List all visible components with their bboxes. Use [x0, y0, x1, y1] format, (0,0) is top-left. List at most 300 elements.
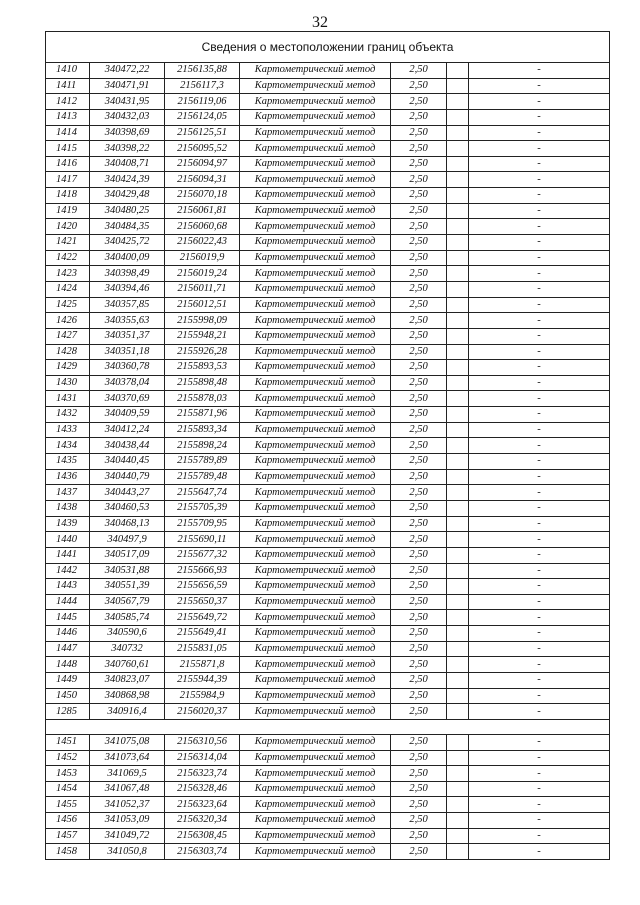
cell-accuracy: 2,50	[391, 516, 447, 532]
cell-point-number: 1410	[46, 63, 90, 79]
cell-note: -	[469, 422, 610, 438]
table-row	[46, 704, 610, 720]
cell-method: Картометрический метод	[240, 172, 391, 188]
table-row	[46, 203, 610, 219]
cell-point-number: 1452	[46, 750, 90, 766]
cell-method: Картометрический метод	[240, 109, 391, 125]
cell-point-number: 1458	[46, 844, 90, 860]
cell-accuracy: 2,50	[391, 360, 447, 376]
cell-x-coordinate: 340480,25	[90, 203, 165, 219]
cell-method: Картометрический метод	[240, 844, 391, 860]
cell-empty	[447, 813, 469, 829]
cell-accuracy: 2,50	[391, 391, 447, 407]
cell-y-coordinate: 2156124,05	[165, 109, 240, 125]
cell-empty	[447, 469, 469, 485]
cell-empty	[447, 781, 469, 797]
cell-x-coordinate: 340443,27	[90, 485, 165, 501]
cell-y-coordinate: 2156310,56	[165, 734, 240, 750]
cell-x-coordinate: 340400,09	[90, 250, 165, 266]
cell-method: Картометрический метод	[240, 579, 391, 595]
table-row	[46, 766, 610, 782]
cell-method: Картометрический метод	[240, 313, 391, 329]
cell-note: -	[469, 156, 610, 172]
cell-method: Картометрический метод	[240, 797, 391, 813]
cell-point-number: 1447	[46, 641, 90, 657]
cell-method: Картометрический метод	[240, 626, 391, 642]
cell-x-coordinate: 340351,18	[90, 344, 165, 360]
cell-method: Картометрический метод	[240, 641, 391, 657]
cell-x-coordinate: 340398,22	[90, 141, 165, 157]
table-row	[46, 172, 610, 188]
cell-point-number: 1411	[46, 78, 90, 94]
cell-y-coordinate: 2155656,59	[165, 579, 240, 595]
cell-note: -	[469, 438, 610, 454]
table-row	[46, 532, 610, 548]
cell-empty	[447, 125, 469, 141]
cell-x-coordinate: 340590,6	[90, 626, 165, 642]
cell-empty	[447, 438, 469, 454]
table-row	[46, 828, 610, 844]
cell-x-coordinate: 340484,35	[90, 219, 165, 235]
cell-y-coordinate: 2156094,31	[165, 172, 240, 188]
cell-accuracy: 2,50	[391, 485, 447, 501]
cell-empty	[447, 547, 469, 563]
cell-point-number: 1414	[46, 125, 90, 141]
cell-note: -	[469, 125, 610, 141]
cell-method: Картометрический метод	[240, 766, 391, 782]
cell-y-coordinate: 2155926,28	[165, 344, 240, 360]
cell-point-number: 1428	[46, 344, 90, 360]
cell-x-coordinate: 341069,5	[90, 766, 165, 782]
cell-method: Картометрический метод	[240, 266, 391, 282]
cell-x-coordinate: 340357,85	[90, 297, 165, 313]
cell-method: Картометрический метод	[240, 500, 391, 516]
cell-y-coordinate: 2156303,74	[165, 844, 240, 860]
cell-point-number: 1413	[46, 109, 90, 125]
cell-note: -	[469, 203, 610, 219]
cell-empty	[447, 63, 469, 79]
cell-x-coordinate: 340409,59	[90, 407, 165, 423]
cell-method: Картометрический метод	[240, 516, 391, 532]
table-row	[46, 594, 610, 610]
cell-accuracy: 2,50	[391, 328, 447, 344]
cell-method: Картометрический метод	[240, 532, 391, 548]
coordinates-sheet	[45, 31, 609, 860]
cell-empty	[447, 313, 469, 329]
cell-accuracy: 2,50	[391, 313, 447, 329]
cell-y-coordinate: 2155898,24	[165, 438, 240, 454]
cell-x-coordinate: 340497,9	[90, 532, 165, 548]
cell-point-number: 1417	[46, 172, 90, 188]
table-title: Сведения о местоположении границ объекта	[46, 32, 610, 63]
table-row	[46, 188, 610, 204]
cell-x-coordinate: 340732	[90, 641, 165, 657]
cell-accuracy: 2,50	[391, 219, 447, 235]
cell-y-coordinate: 2156095,52	[165, 141, 240, 157]
cell-point-number: 1440	[46, 532, 90, 548]
cell-note: -	[469, 704, 610, 720]
cell-empty	[447, 500, 469, 516]
cell-y-coordinate: 2156320,34	[165, 813, 240, 829]
cell-method: Картометрический метод	[240, 704, 391, 720]
cell-y-coordinate: 2155705,39	[165, 500, 240, 516]
cell-method: Картометрический метод	[240, 610, 391, 626]
table-row	[46, 313, 610, 329]
cell-y-coordinate: 2155677,32	[165, 547, 240, 563]
cell-note: -	[469, 641, 610, 657]
cell-x-coordinate: 340472,22	[90, 63, 165, 79]
table-row	[46, 657, 610, 673]
table-row	[46, 469, 610, 485]
cell-accuracy: 2,50	[391, 781, 447, 797]
cell-empty	[447, 78, 469, 94]
cell-accuracy: 2,50	[391, 657, 447, 673]
cell-point-number: 1437	[46, 485, 90, 501]
cell-y-coordinate: 2155789,48	[165, 469, 240, 485]
cell-note: -	[469, 532, 610, 548]
cell-y-coordinate: 2156135,88	[165, 63, 240, 79]
cell-point-number: 1449	[46, 672, 90, 688]
table-row	[46, 125, 610, 141]
cell-note: -	[469, 250, 610, 266]
cell-note: -	[469, 594, 610, 610]
cell-note: -	[469, 766, 610, 782]
cell-accuracy: 2,50	[391, 172, 447, 188]
cell-y-coordinate: 2155878,03	[165, 391, 240, 407]
cell-method: Картометрический метод	[240, 360, 391, 376]
cell-point-number: 1416	[46, 156, 90, 172]
cell-point-number: 1442	[46, 563, 90, 579]
table-row	[46, 219, 610, 235]
cell-x-coordinate: 340398,49	[90, 266, 165, 282]
cell-accuracy: 2,50	[391, 766, 447, 782]
cell-empty	[447, 235, 469, 251]
cell-empty	[447, 594, 469, 610]
cell-point-number: 1435	[46, 454, 90, 470]
cell-x-coordinate: 340438,44	[90, 438, 165, 454]
cell-empty	[447, 610, 469, 626]
cell-x-coordinate: 340567,79	[90, 594, 165, 610]
cell-point-number: 1423	[46, 266, 90, 282]
cell-method: Картометрический метод	[240, 188, 391, 204]
cell-note: -	[469, 781, 610, 797]
cell-method: Картометрический метод	[240, 422, 391, 438]
cell-accuracy: 2,50	[391, 688, 447, 704]
cell-accuracy: 2,50	[391, 579, 447, 595]
cell-note: -	[469, 547, 610, 563]
blank-cell	[46, 719, 610, 734]
table-row	[46, 734, 610, 750]
cell-y-coordinate: 2156094,97	[165, 156, 240, 172]
cell-method: Картометрический метод	[240, 250, 391, 266]
cell-accuracy: 2,50	[391, 563, 447, 579]
cell-y-coordinate: 2156061,81	[165, 203, 240, 219]
cell-accuracy: 2,50	[391, 109, 447, 125]
cell-point-number: 1425	[46, 297, 90, 313]
cell-note: -	[469, 235, 610, 251]
cell-method: Картометрический метод	[240, 469, 391, 485]
cell-empty	[447, 485, 469, 501]
cell-point-number: 1432	[46, 407, 90, 423]
cell-accuracy: 2,50	[391, 532, 447, 548]
cell-x-coordinate: 340360,78	[90, 360, 165, 376]
cell-method: Картометрический метод	[240, 750, 391, 766]
cell-method: Картометрический метод	[240, 156, 391, 172]
table-row	[46, 781, 610, 797]
cell-y-coordinate: 2155649,41	[165, 626, 240, 642]
cell-x-coordinate: 340408,71	[90, 156, 165, 172]
table-row	[46, 672, 610, 688]
cell-note: -	[469, 485, 610, 501]
cell-method: Картометрический метод	[240, 141, 391, 157]
cell-x-coordinate: 340468,13	[90, 516, 165, 532]
cell-empty	[447, 750, 469, 766]
cell-method: Картометрический метод	[240, 281, 391, 297]
cell-y-coordinate: 2155871,8	[165, 657, 240, 673]
cell-accuracy: 2,50	[391, 266, 447, 282]
page-number: 32	[312, 14, 328, 31]
cell-note: -	[469, 63, 610, 79]
cell-method: Картометрический метод	[240, 328, 391, 344]
cell-note: -	[469, 688, 610, 704]
cell-empty	[447, 219, 469, 235]
table-row	[46, 516, 610, 532]
cell-x-coordinate: 340351,37	[90, 328, 165, 344]
cell-accuracy: 2,50	[391, 94, 447, 110]
cell-method: Картометрический метод	[240, 781, 391, 797]
cell-empty	[447, 344, 469, 360]
cell-point-number: 1451	[46, 734, 90, 750]
cell-accuracy: 2,50	[391, 454, 447, 470]
cell-accuracy: 2,50	[391, 78, 447, 94]
cell-point-number: 1441	[46, 547, 90, 563]
table-row	[46, 500, 610, 516]
cell-note: -	[469, 672, 610, 688]
cell-point-number: 1433	[46, 422, 90, 438]
cell-point-number: 1455	[46, 797, 90, 813]
cell-x-coordinate: 340412,24	[90, 422, 165, 438]
blank-separator-row	[46, 719, 610, 734]
cell-x-coordinate: 341067,48	[90, 781, 165, 797]
table-row	[46, 281, 610, 297]
cell-x-coordinate: 340398,69	[90, 125, 165, 141]
cell-accuracy: 2,50	[391, 750, 447, 766]
cell-x-coordinate: 340760,61	[90, 657, 165, 673]
table-row	[46, 375, 610, 391]
cell-y-coordinate: 2156125,51	[165, 125, 240, 141]
cell-note: -	[469, 219, 610, 235]
cell-point-number: 1431	[46, 391, 90, 407]
cell-empty	[447, 672, 469, 688]
cell-note: -	[469, 626, 610, 642]
cell-method: Картометрический метод	[240, 391, 391, 407]
cell-x-coordinate: 340471,91	[90, 78, 165, 94]
cell-empty	[447, 360, 469, 376]
cell-method: Картометрический метод	[240, 828, 391, 844]
cell-x-coordinate: 340460,53	[90, 500, 165, 516]
cell-accuracy: 2,50	[391, 844, 447, 860]
cell-note: -	[469, 78, 610, 94]
cell-x-coordinate: 340431,95	[90, 94, 165, 110]
cell-point-number: 1444	[46, 594, 90, 610]
cell-accuracy: 2,50	[391, 422, 447, 438]
cell-point-number: 1418	[46, 188, 90, 204]
cell-point-number: 1430	[46, 375, 90, 391]
cell-accuracy: 2,50	[391, 797, 447, 813]
cell-method: Картометрический метод	[240, 235, 391, 251]
cell-point-number: 1424	[46, 281, 90, 297]
cell-note: -	[469, 454, 610, 470]
cell-empty	[447, 94, 469, 110]
cell-y-coordinate: 2155649,72	[165, 610, 240, 626]
table-row	[46, 78, 610, 94]
cell-empty	[447, 266, 469, 282]
cell-point-number: 1445	[46, 610, 90, 626]
cell-x-coordinate: 340355,63	[90, 313, 165, 329]
cell-point-number: 1422	[46, 250, 90, 266]
cell-note: -	[469, 469, 610, 485]
cell-note: -	[469, 407, 610, 423]
cell-empty	[447, 328, 469, 344]
cell-point-number: 1434	[46, 438, 90, 454]
cell-empty	[447, 704, 469, 720]
table-row	[46, 328, 610, 344]
cell-x-coordinate: 341052,37	[90, 797, 165, 813]
cell-point-number: 1427	[46, 328, 90, 344]
cell-accuracy: 2,50	[391, 63, 447, 79]
cell-empty	[447, 203, 469, 219]
cell-accuracy: 2,50	[391, 547, 447, 563]
cell-y-coordinate: 2155831,05	[165, 641, 240, 657]
cell-point-number: 1415	[46, 141, 90, 157]
cell-y-coordinate: 2156119,06	[165, 94, 240, 110]
cell-x-coordinate: 340424,39	[90, 172, 165, 188]
table-row	[46, 156, 610, 172]
table-row	[46, 235, 610, 251]
cell-x-coordinate: 341050,8	[90, 844, 165, 860]
table-title-row	[46, 32, 610, 63]
cell-method: Картометрический метод	[240, 672, 391, 688]
cell-y-coordinate: 2155789,89	[165, 454, 240, 470]
cell-note: -	[469, 266, 610, 282]
cell-accuracy: 2,50	[391, 594, 447, 610]
cell-x-coordinate: 341073,64	[90, 750, 165, 766]
cell-accuracy: 2,50	[391, 641, 447, 657]
cell-empty	[447, 516, 469, 532]
cell-accuracy: 2,50	[391, 235, 447, 251]
cell-point-number: 1457	[46, 828, 90, 844]
cell-method: Картометрический метод	[240, 375, 391, 391]
cell-note: -	[469, 610, 610, 626]
cell-y-coordinate: 2156012,51	[165, 297, 240, 313]
cell-y-coordinate: 2155647,74	[165, 485, 240, 501]
cell-x-coordinate: 340823,07	[90, 672, 165, 688]
cell-method: Картометрический метод	[240, 454, 391, 470]
cell-note: -	[469, 172, 610, 188]
cell-empty	[447, 297, 469, 313]
cell-y-coordinate: 2156019,24	[165, 266, 240, 282]
table-row	[46, 407, 610, 423]
cell-y-coordinate: 2156070,18	[165, 188, 240, 204]
cell-note: -	[469, 188, 610, 204]
cell-method: Картометрический метод	[240, 813, 391, 829]
table-row	[46, 626, 610, 642]
cell-method: Картометрический метод	[240, 203, 391, 219]
cell-point-number: 1456	[46, 813, 90, 829]
cell-x-coordinate: 340425,72	[90, 235, 165, 251]
cell-accuracy: 2,50	[391, 375, 447, 391]
table-row	[46, 360, 610, 376]
cell-empty	[447, 579, 469, 595]
cell-accuracy: 2,50	[391, 828, 447, 844]
cell-x-coordinate: 340440,45	[90, 454, 165, 470]
cell-method: Картометрический метод	[240, 734, 391, 750]
cell-accuracy: 2,50	[391, 141, 447, 157]
cell-y-coordinate: 2156060,68	[165, 219, 240, 235]
cell-y-coordinate: 2155893,53	[165, 360, 240, 376]
cell-x-coordinate: 340868,98	[90, 688, 165, 704]
cell-empty	[447, 532, 469, 548]
cell-note: -	[469, 375, 610, 391]
cell-point-number: 1448	[46, 657, 90, 673]
cell-empty	[447, 281, 469, 297]
cell-accuracy: 2,50	[391, 438, 447, 454]
cell-y-coordinate: 2156022,43	[165, 235, 240, 251]
cell-empty	[447, 391, 469, 407]
cell-y-coordinate: 2156323,64	[165, 797, 240, 813]
cell-x-coordinate: 340378,04	[90, 375, 165, 391]
cell-note: -	[469, 297, 610, 313]
cell-note: -	[469, 360, 610, 376]
cell-accuracy: 2,50	[391, 672, 447, 688]
cell-note: -	[469, 391, 610, 407]
cell-note: -	[469, 281, 610, 297]
cell-accuracy: 2,50	[391, 297, 447, 313]
cell-note: -	[469, 141, 610, 157]
cell-accuracy: 2,50	[391, 188, 447, 204]
cell-accuracy: 2,50	[391, 813, 447, 829]
cell-method: Картометрический метод	[240, 344, 391, 360]
table-row	[46, 641, 610, 657]
cell-empty	[447, 563, 469, 579]
table-row	[46, 266, 610, 282]
cell-note: -	[469, 797, 610, 813]
cell-x-coordinate: 340916,4	[90, 704, 165, 720]
cell-point-number: 1421	[46, 235, 90, 251]
cell-empty	[447, 407, 469, 423]
cell-empty	[447, 109, 469, 125]
cell-y-coordinate: 2155666,93	[165, 563, 240, 579]
table-row	[46, 297, 610, 313]
cell-point-number: 1454	[46, 781, 90, 797]
cell-point-number: 1426	[46, 313, 90, 329]
cell-method: Картометрический метод	[240, 594, 391, 610]
cell-y-coordinate: 2155944,39	[165, 672, 240, 688]
cell-y-coordinate: 2155709,95	[165, 516, 240, 532]
cell-empty	[447, 141, 469, 157]
cell-method: Картометрический метод	[240, 94, 391, 110]
cell-empty	[447, 766, 469, 782]
cell-point-number: 1450	[46, 688, 90, 704]
cell-accuracy: 2,50	[391, 610, 447, 626]
cell-empty	[447, 188, 469, 204]
cell-y-coordinate: 2156328,46	[165, 781, 240, 797]
cell-note: -	[469, 328, 610, 344]
table-row	[46, 563, 610, 579]
cell-point-number: 1419	[46, 203, 90, 219]
cell-x-coordinate: 340394,46	[90, 281, 165, 297]
cell-empty	[447, 844, 469, 860]
